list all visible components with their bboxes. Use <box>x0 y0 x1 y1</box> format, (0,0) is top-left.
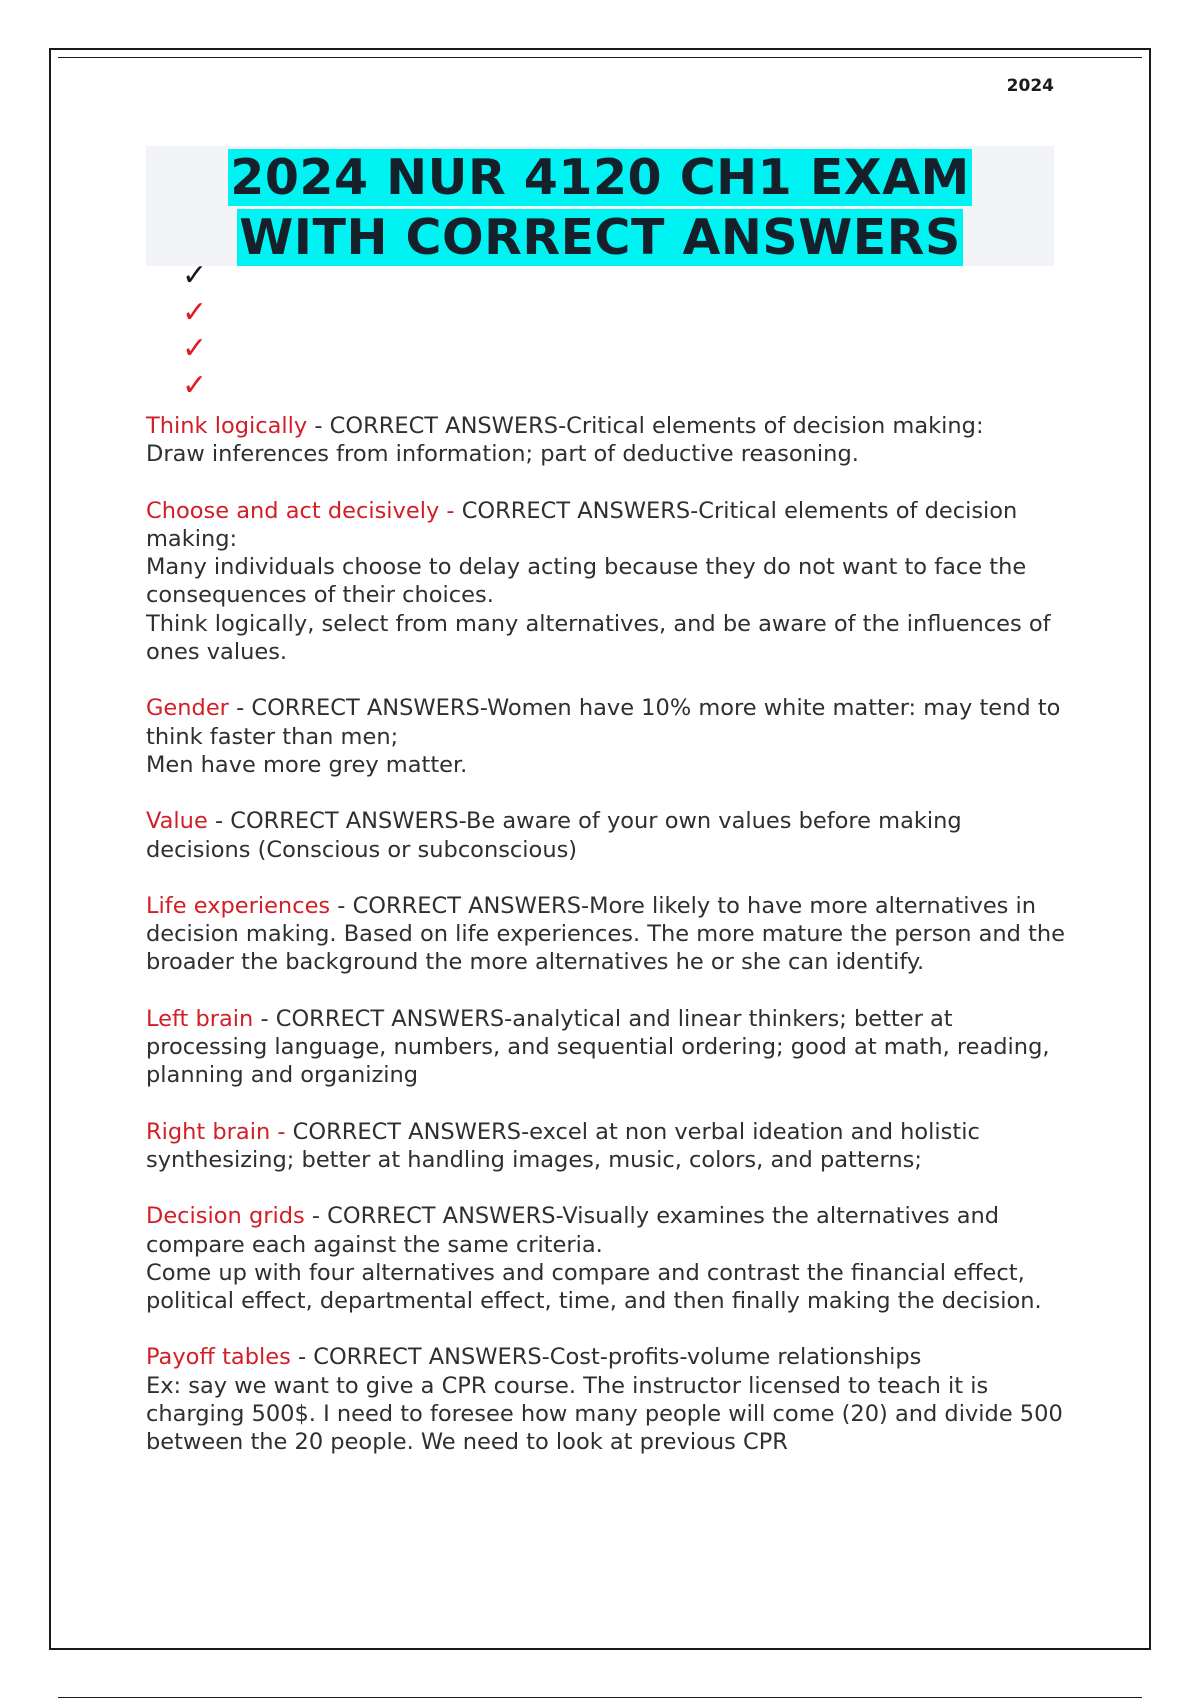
qa-content <box>146 412 1066 1485</box>
header-year: 2024 <box>1006 76 1054 96</box>
entry-text: Men have more grey matter. <box>146 751 468 778</box>
entry-separator: - <box>290 1344 314 1371</box>
entry-text: CORRECT ANSWERS-Cost-profits-volume relationships <box>313 1344 922 1371</box>
qa-entry <box>146 694 1066 779</box>
entry-text: CORRECT ANSWERS-Be aware of your own values before making decisions (Conscious or subconscious) <box>146 808 962 863</box>
entry-line <box>146 1372 1066 1457</box>
entry-line <box>146 807 1066 864</box>
entry-line <box>146 412 1066 440</box>
entry-line <box>146 1343 1066 1371</box>
entry-text: CORRECT ANSWERS-analytical and linear thinkers; better at processing language, numbers, and sequential ordering; good at math, reading, planning and organizing <box>146 1005 1050 1089</box>
entry-separator: - <box>307 413 330 439</box>
entry-text: CORRECT ANSWERS-Women have 10% more white matter: may tend to think faster than men; <box>146 695 1061 750</box>
checkmark-icon: ✓ <box>182 258 208 293</box>
entry-text: CORRECT ANSWERS-More likely to have more alternatives in decision making. Based on life experiences. The more mature the person and the broader the background the more alternatives he or she can identify. <box>146 892 1066 976</box>
entry-term: Right brain - <box>146 1118 286 1145</box>
entry-text: Come up with four alternatives and compare and contrast the financial effect, political effect, departmental effect, time, and then finally making the decision. <box>146 1259 1042 1315</box>
checkmark-icon: ✓ <box>182 294 208 330</box>
entry-term: Left brain <box>146 1005 254 1032</box>
checkmark-list <box>182 258 207 404</box>
entry-text: CORRECT ANSWERS-Visually examines the alternatives and compare each against the same criteria. <box>146 1203 1000 1258</box>
entry-text: Think logically, select from many alternatives, and be aware of the influences of ones values. <box>146 610 1051 666</box>
entry-line <box>146 440 1066 468</box>
entry-separator <box>286 1119 293 1145</box>
qa-entry <box>146 1343 1066 1456</box>
entry-line <box>146 1118 1066 1175</box>
entry-separator: - <box>207 808 231 835</box>
entry-text: CORRECT ANSWERS-excel at non verbal ideation and holistic synthesizing; better at handling images, music, colors, and patterns; <box>146 1118 980 1173</box>
entry-term: Gender <box>146 695 229 722</box>
entry-separator: - <box>330 892 353 919</box>
entry-separator <box>455 498 462 524</box>
entry-line <box>146 892 1066 977</box>
qa-entry <box>146 497 1066 667</box>
checkmark-icon: ✓ <box>182 331 208 366</box>
qa-entry <box>146 892 1066 977</box>
entry-term: Payoff tables <box>146 1344 291 1371</box>
entry-line <box>146 497 1066 554</box>
entry-text: CORRECT ANSWERS-Critical elements of decision making: <box>329 413 984 439</box>
qa-entry <box>146 1202 1066 1315</box>
title-banner <box>146 146 1054 266</box>
qa-entry <box>146 807 1066 864</box>
entry-separator: - <box>228 695 252 722</box>
entry-line <box>146 1259 1066 1316</box>
entry-line <box>146 1202 1066 1259</box>
entry-line <box>146 1005 1066 1090</box>
entry-line <box>146 751 1066 779</box>
qa-entry <box>146 1005 1066 1090</box>
entry-term: Think logically <box>146 413 308 439</box>
entry-text: Ex: say we want to give a CPR course. The instructor licensed to teach it is charging 500$. I need to foresee how many people will come (20) and divide 500 between the 20 people. We need to look at previous CPR <box>146 1372 1063 1456</box>
entry-term: Value <box>146 808 208 835</box>
title-line-2: WITH CORRECT ANSWERS <box>239 209 961 266</box>
title-line-1: 2024 NUR 4120 CH1 EXAM <box>230 149 970 206</box>
checkmark-icon: ✓ <box>182 367 208 403</box>
entry-separator: - <box>304 1203 328 1230</box>
top-rule <box>58 57 1142 58</box>
entry-term: Choose and act decisively - <box>146 497 455 524</box>
entry-text: CORRECT ANSWERS-Critical elements of decision making: <box>146 497 1018 552</box>
entry-line <box>146 694 1066 751</box>
entry-text: Many individuals choose to delay acting because they do not want to face the consequences of their choices. <box>146 554 1027 609</box>
entry-text: Draw inferences from information; part of deductive reasoning. <box>146 441 859 468</box>
entry-line <box>146 610 1066 667</box>
entry-term: Life experiences <box>146 892 331 919</box>
entry-line <box>146 553 1066 610</box>
entry-separator: - <box>253 1005 276 1032</box>
qa-entry <box>146 412 1066 469</box>
qa-entry <box>146 1118 1066 1175</box>
entry-term: Decision grids <box>146 1203 305 1230</box>
bottom-rule <box>58 1697 1142 1698</box>
